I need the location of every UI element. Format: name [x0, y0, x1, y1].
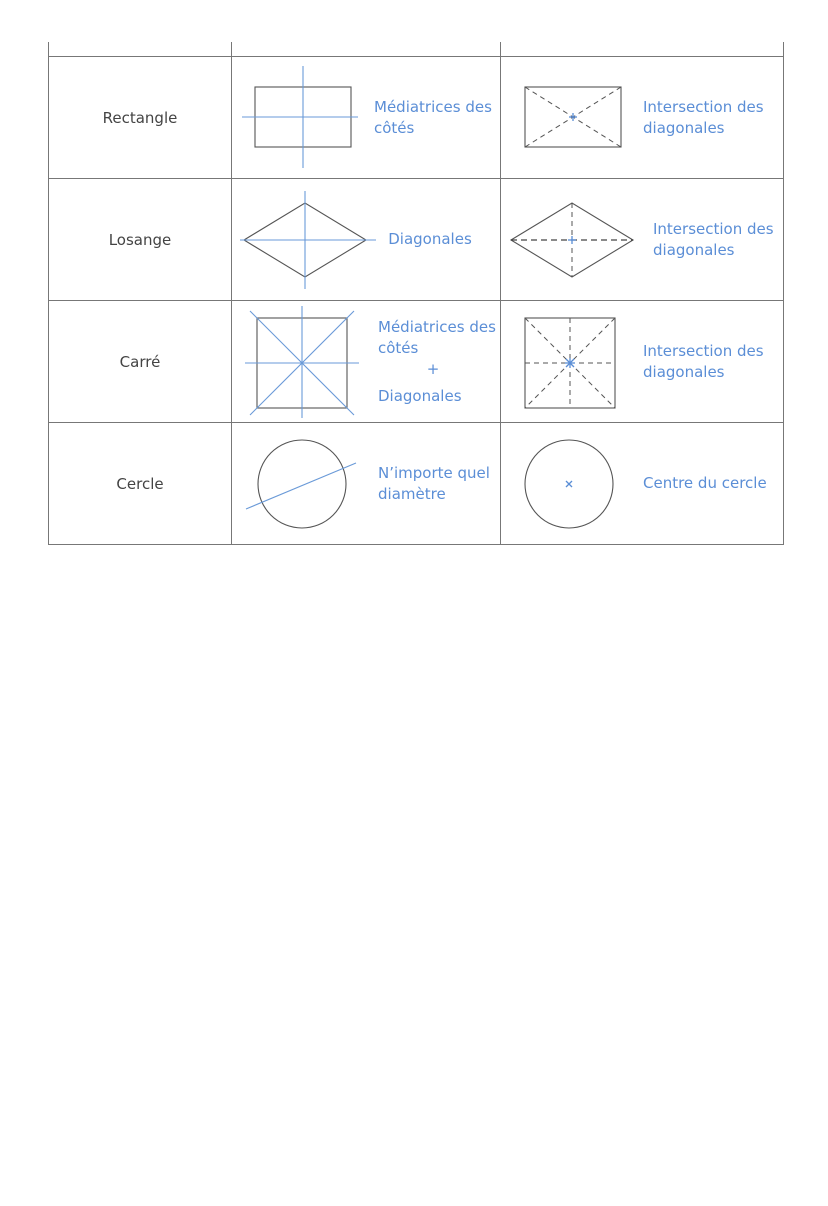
center-label-line: Intersection des: [643, 97, 764, 116]
rectangle-diagonals-intersection-icon: [509, 63, 629, 173]
table-row-losange: [49, 179, 784, 301]
center-label-line: diagonales: [643, 118, 725, 137]
square-center-icon: [509, 304, 629, 420]
axes-label-line: côtés: [378, 338, 419, 357]
center-cell: [501, 57, 784, 179]
axes-label-plus: +: [426, 359, 440, 378]
center-label-line: Intersection des: [643, 341, 764, 360]
axes-cell: [232, 179, 501, 301]
shape-name: Cercle: [49, 423, 232, 545]
square-axes-icon: [240, 304, 364, 420]
rectangle-perpendicular-bisectors-icon: [240, 63, 360, 173]
center-label: [643, 341, 764, 383]
axes-label-line: Diagonales: [378, 386, 462, 405]
table-row-rectangle: [49, 57, 784, 179]
symmetry-table: [48, 42, 784, 545]
center-cell: [501, 179, 784, 301]
axes-label-line: Diagonales: [388, 230, 472, 248]
shape-name: Losange: [49, 179, 232, 301]
center-label: [643, 97, 764, 139]
center-label: [643, 473, 767, 494]
table-row-cercle: [49, 423, 784, 545]
stub-cell: [49, 42, 232, 57]
axes-cell: [232, 423, 501, 545]
center-cell: [501, 301, 784, 423]
table-top-stub-row: [49, 42, 784, 57]
center-label: [653, 219, 774, 261]
center-label-line: Centre du cercle: [643, 474, 767, 492]
axes-label: [380, 229, 500, 250]
axes-label-line: diamètre: [378, 484, 446, 503]
axes-label-line: N’importe quel: [378, 463, 490, 482]
center-cell: [501, 423, 784, 545]
shape-name: Rectangle: [49, 57, 232, 179]
axes-label: [378, 317, 496, 407]
center-label-line: diagonales: [653, 240, 735, 259]
rhombus-diagonals-icon: [240, 185, 380, 295]
axes-label: [374, 97, 492, 139]
table-row-carre: [49, 301, 784, 423]
axes-cell: [232, 57, 501, 179]
center-label-line: diagonales: [643, 362, 725, 381]
shape-name: Carré: [49, 301, 232, 423]
center-label-line: Intersection des: [653, 219, 774, 238]
circle-center-icon: [509, 429, 629, 539]
circle-diameter-icon: [240, 429, 364, 539]
axes-label-line: Médiatrices des: [378, 317, 496, 336]
axes-label: [378, 463, 490, 505]
stub-cell: [501, 42, 784, 57]
axes-label-line: Médiatrices des: [374, 97, 492, 116]
stub-cell: [232, 42, 501, 57]
rhombus-diagonals-intersection-icon: [509, 185, 639, 295]
axes-label-line: côtés: [374, 118, 415, 137]
axes-cell: [232, 301, 501, 423]
